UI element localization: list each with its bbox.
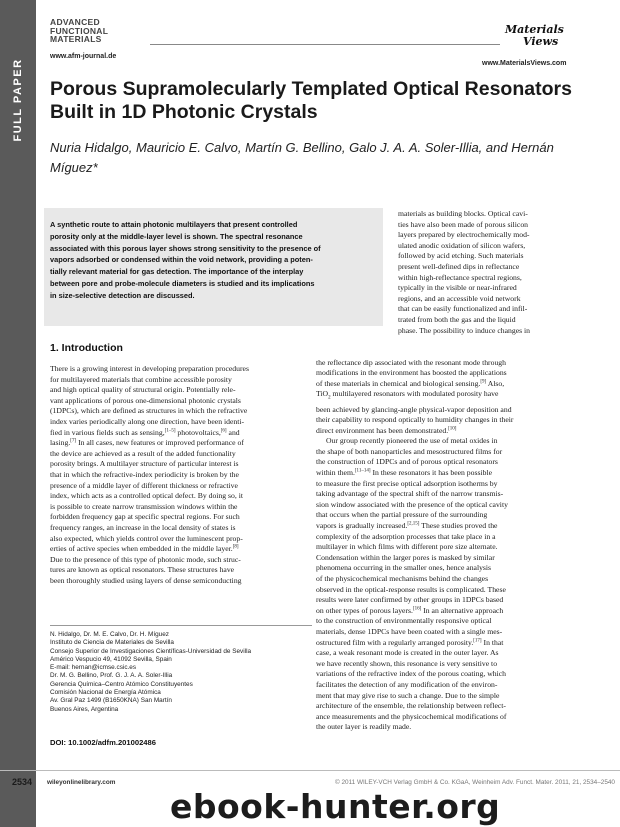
publisher-logo-line: Materials bbox=[505, 23, 564, 36]
page-number: 2534 bbox=[12, 777, 33, 787]
right-column-top-text: materials as building blocks. Optical cavi- ties have also been made of porous silicon layers prepared by electrochemically mod- ulated anodic oxidation of silicon wafers, followed by acid etching. Such materials present well-defined dips in reflectance within high-reflectance spectral regions, typically in the visible or near-infrared regions, and an accessible void network that can be easily functionalized and infil- trated from both the gas and the liquid phase. The possibility to induce changes in bbox=[398, 209, 531, 335]
journal-logo-line: FUNCTIONAL bbox=[50, 25, 109, 36]
journal-logo-line: MATERIALS bbox=[50, 34, 102, 44]
right-column-paragraph-1: the reflectance dip associated with the resonant mode through modifications in the environment has boosted the applications of these materials in chemical and biological sensing.[9] Also, TiO$_2$ multilayered resonators with modulated porosity have been achieved by glancing-angle physical-vapor deposition and their capability to respond optically to humidity changes in their direct environment has been demonstrated.[10] bbox=[316, 357, 514, 435]
left-column-text: There is a growing interest in developing preparation procedures for multilayered materials that combine accessible porosity and high optical quality of structural origin. Potentially rele- vant applications of porous one-dimensional photonic crystals (1DPCs), which are defined as structures in which the refractive index varies periodically along one direction, have been identi- fied in various fields such as sensing,[1–5] photovoltaics,[6] and lasing.[7] In all cases, new features or improved performance of the device are achieved as a result of the added functionality porosity brings. A multilayer structure of particular interest is that in which the refractive-index periodicity is broken by the presence of a middle layer of different thickness or refractive index, which acts as a controlled optical defect. By doing so, it is possible to create narrow transmission windows within the forbidden frequency gap at specific spectral regions. For such frequency ranges, an increase in the local density of states is also expected, which yields control over the luminescent prop- erties of active species when embedded in the middle layer.[8] Due to the presence of this type of photonic mode, such struc- tures are known as optical resonators. These structures have been thoroughly studied using layers of dense semiconducting bbox=[50, 364, 249, 585]
watermark: ebook-hunter.org bbox=[170, 787, 501, 826]
journal-logo-line: ADVANCED bbox=[50, 17, 100, 27]
publisher-url-link[interactable]: www.MaterialsViews.com bbox=[482, 60, 567, 67]
sidebar-label bbox=[7, 60, 29, 140]
journal-url-link[interactable]: www.afm-journal.de bbox=[50, 53, 117, 60]
publisher-logo-line: Views bbox=[523, 35, 559, 48]
author-affiliations: N. Hidalgo, Dr. M. E. Calvo, Dr. H. Míguez Instituto de Ciencia de Materiales de Sevilla Consejo Superior de Investigaciones Científicas-Universidad de Sevilla Américo Vespucio 49, 41092 Sevilla, Spain E-mail: hernan@icmse.csic.es Dr. M. G. Bellino, Prof. G. J. A. A. Soler-Illia Gerencia Química–Centro Atómico Constituyentes Comisión Nacional de Energía Atómica Av. Gral Paz 1499 (B1650KNA) San Martín Buenos Aires, Argentina bbox=[50, 631, 252, 713]
right-column-paragraph-2: Our group recently pioneered the use of metal oxides in the shape of both nanoparticles and mesostructured films for the construction of 1DPCs and of porous optical resonators within them.[11–14] In these resonators it has been possible to measure the first precise optical adsorption isotherms by taking advantage of the spectral shift of the narrow transmis- sion window associated with the presence of the optical cavity that occurs when the partial pressure of the surrounding vapors is gradually increased.[2,15] These studies proved the complexity of the adsorption processes that take place in a multilayer in which films with different pore size alternate. Condensation within the larger pores is masked by similar phenomena occurring in the smaller ones, hence analysis of the physicochemical mechanisms behind the changes observed in the optical-response results is complicated. These results were later confirmed by other groups in 1DPCs based on other types of porous layers.[16] In an alternative approach to the construction of environmentally responsive optical materials, dense 1DPCs have been coated with a single mes- ostructured film with a regularly arranged porosity.[17] In that case, a weak resonant mode is created in the outer layer. As we have recently shown, this resonance is very sensitive to variations of the refractive index of the porous coating, which facilitates the detection of any modification of the environ- ment that may give rise to such a change. Due to the simple architecture of the ensemble, the relationship between reflect- ance measurements and the physicochemical modifications of the outer layer is readily made. bbox=[316, 436, 508, 732]
footnote-divider bbox=[50, 625, 312, 626]
journal-logo bbox=[50, 18, 108, 44]
right-column-text bbox=[316, 347, 590, 744]
publisher-logo bbox=[505, 24, 564, 48]
sidebar-label-text: FULL PAPER bbox=[12, 58, 24, 142]
footer-site-link[interactable]: wileyonlinelibrary.com bbox=[47, 779, 116, 786]
article-authors: Nuria Hidalgo, Mauricio E. Calvo, Martín G. Bellino, Galo J. A. A. Soler-Illia, and Hernán Míguez* bbox=[50, 140, 554, 175]
doi-label[interactable]: DOI: 10.1002/adfm.201002486 bbox=[50, 738, 156, 747]
article-title: Porous Supramolecularly Templated Optical Resonators Built in 1D Photonic Crystals bbox=[50, 78, 572, 123]
header-divider bbox=[150, 44, 500, 45]
abstract-text: A synthetic route to attain photonic multilayers that present controlled porosity only at the middle-layer level is shown. The spectral resonance associated with this porous layer shows strong sensitivity to the presence of vapors adsorbed or condensed within the void network, providing a poten- tially relevant material for gas detection. The importance of the interplay between pore and probe-molecule diameters is studied and its implications in size-selective detection are discussed. bbox=[50, 220, 321, 300]
section-heading: 1. Introduction bbox=[50, 342, 123, 354]
footer-divider bbox=[0, 770, 620, 771]
footer-copyright: © 2011 WILEY-VCH Verlag GmbH & Co. KGaA, Weinheim Adv. Funct. Mater. 2011, 21, 2534–2540 bbox=[334, 779, 615, 786]
